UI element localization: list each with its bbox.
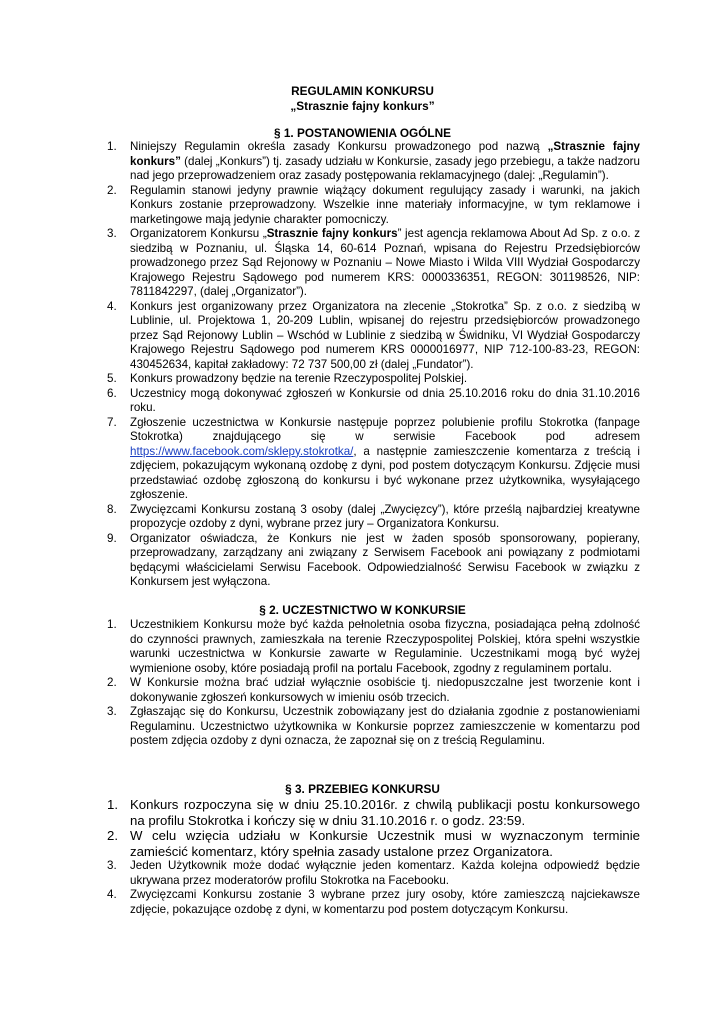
item-text: Organizator oświadcza, że Konkurs nie jest w żaden sposób sponsorowany, popierany, przeprowadzany, zarządzany ani związany z Serwisem Facebook ani powiązany z podmiotami będącymi właścicielami Serwisu Facebook. Odpowiedzialność Serwisu Facebook w związku z Konkursem jest wyłączona. — [130, 531, 640, 588]
section-3-list — [107, 797, 640, 917]
list-item — [107, 184, 640, 228]
title-line: REGULAMIN KONKURSU — [291, 84, 434, 98]
item-text: Zgłoszenie uczestnictwa w Konkursie następuje poprzez polubienie profilu Stokrotka (fanpage Stokrotka) znajdującego się w serwisie Facebook pod adresem — [130, 415, 640, 443]
item-number: 3. — [107, 227, 117, 240]
item-text: Zgłaszając się do Konkursu, Uczestnik zobowiązany jest do działania zgodnie z postanowieniami Regulaminu. Uczestnictwo użytkownika w Konkursie poprzez zamieszczenie w komentarzu pod postem zdjęcia ozdoby z dyni oznacza, że zapoznał się on z treścią Regulaminu. — [130, 705, 640, 747]
item-text: Konkurs rozpoczyna się w dniu 25.10.2016r. z chwilą publikacji postu konkursowego na profilu Stokrotka i kończy się w dniu 31.10.2016 r. o godz. 23:59. — [130, 797, 640, 828]
item-text: (dalej „Konkurs”) tj. zasady udziału w Konkursie, zasady jego przebiegu, a także nadzoru nad jego przeprowadzeniem oraz zasady postępowania reklamacyjnego (dalej: „Regulamin”). — [130, 154, 640, 182]
item-text: Uczestnikiem Konkursu może być każda pełnoletnia osoba fizyczna, posiadająca pełną zdolność do czynności prawnych, zamieszkała na terenie Rzeczypospolitej Polskiej, która spełni wszystkie warunki uczestnictwa w Konkursie zawarte w Regulaminie. Uczestnikami mogą być wyżej wymienione osoby, które posiadają profil na portalu Facebook, zgodny z regulaminem portalu. — [130, 618, 640, 675]
list-item — [107, 416, 640, 503]
item-number: 9. — [107, 531, 117, 545]
list-item — [107, 300, 640, 373]
item-text: , a następnie zamieszczenie komentarza z treścią i zdjęciem, pokazującym wykonaną ozdobę z dyni, pod postem dotyczącym Konkursu. Zdjęcie musi przedstawiać ozdobę zgłoszoną do konkursu i być wykonane przez użytkownika, wysyłającego zgłoszenie. — [130, 444, 640, 501]
list-item — [107, 618, 640, 676]
item-number: 1. — [107, 140, 117, 153]
item-number: 1. — [107, 797, 118, 812]
item-bold-text: Strasznie fajny konkurs — [266, 227, 398, 240]
item-text: W Konkursie można brać udział wyłącznie osobiście tj. niedopuszczalne jest tworzenie kont i dokonywanie zgłoszeń konkursowych w imieniu osób trzecich. — [130, 676, 640, 704]
item-text: W celu wzięcia udziału w Konkursie Uczestnik musi w wyznaczonym terminie zamieścić komentarz, który spełnia zasady ustalone przez Organizatora. — [130, 828, 640, 859]
item-text: Regulamin stanowi jedyny prawnie wiążący dokument regulujący zasady i warunki, na jakich Konkurs zostanie przeprowadzony. Wszelkie inne materiały informacyjne, w tym reklamowe i marketingowe mają jedynie charakter pomocniczy. — [130, 183, 640, 226]
list-item — [107, 828, 640, 859]
item-text: Niniejszy Regulamin określa zasady Konkursu prowadzonego pod nazwą — [130, 140, 548, 153]
item-text: Uczestnicy mogą dokonywać zgłoszeń w Konkursie od dnia 25.10.2016 roku do dnia 31.10.2016 roku. — [130, 386, 640, 414]
item-bold-text: „Strasznie fajny konkurs” — [130, 140, 640, 168]
item-text: Konkurs jest organizowany przez Organizatora na zlecenie „Stokrotka” Sp. z o.o. z siedzibą w Lublinie, ul. Projektowa 1, 20-209 Lublin, wpisanej do rejestru przedsiębiorców prowadzonego przez Sąd Rejonowy Lublin – Wschód w Lublinie z siedzibą w Świdniku, VI Wydział Gospodarczy Krajowego Rejestru Sądowego pod numerem KRS 0000016977, NIP 712-100-83-23, REGON: 430452634, kapitał zakładowy: 72 737 500,00 zł (dalej „Fundator”). — [130, 299, 640, 371]
item-number: 4. — [107, 888, 117, 901]
list-item — [107, 888, 640, 917]
section-2-list — [107, 618, 640, 749]
facebook-link[interactable]: https://www.facebook.com/sklepy.stokrotka/ — [130, 444, 354, 458]
list-item — [107, 140, 640, 184]
item-text: Konkurs prowadzony będzie na terenie Rzeczypospolitej Polskiej. — [130, 372, 468, 385]
item-number: 1. — [107, 618, 117, 631]
item-number: 3. — [107, 705, 117, 718]
item-number: 7. — [107, 415, 117, 429]
list-item — [107, 387, 640, 416]
item-number: 8. — [107, 502, 117, 516]
list-item — [107, 503, 640, 532]
section-3-heading: § 3. PRZEBIEG KONKURSU — [285, 782, 440, 796]
list-item — [107, 227, 640, 300]
list-item — [107, 859, 640, 888]
list-item — [107, 532, 640, 590]
section-1-heading: § 1. POSTANOWIENIA OGÓLNE — [274, 126, 451, 140]
subtitle-line: „Strasznie fajny konkurs” — [290, 99, 435, 113]
document-title — [0, 84, 725, 114]
item-number: 4. — [107, 299, 117, 313]
section-2-heading: § 2. UCZESTNICTWO W KONKURSIE — [259, 603, 466, 617]
item-number: 2. — [107, 183, 117, 197]
item-text: Zwycięzcami Konkursu zostanie 3 wybrane przez jury osoby, które zamieszczą najciekawsze zdjęcie, pokazujące ozdobę z dyni, w komentarzu pod postem dotyczącym Konkursu. — [130, 888, 640, 916]
list-item — [107, 676, 640, 705]
section-1-list — [107, 140, 640, 590]
list-item — [107, 797, 640, 828]
list-item — [107, 705, 640, 749]
item-number: 3. — [107, 859, 117, 872]
item-text: Zwycięzcami Konkursu zostaną 3 osoby (dalej „Zwycięzcy”), które prześlą najbardziej kreatywne propozycje ozdoby z dyni, wybrane przez jury – Organizatora Konkursu. — [130, 502, 640, 530]
item-number: 6. — [107, 386, 117, 400]
item-number: 2. — [107, 828, 118, 843]
item-number: 2. — [107, 676, 117, 689]
list-item — [107, 372, 640, 387]
item-text: ” jest agencja reklamowa About Ad Sp. z o.o. z siedzibą w Poznaniu, ul. Śląska 14, 60-614 Poznań, wpisana do Rejestru Przedsiębiorców prowadzonego przez Sąd Rejonowy w Poznaniu – Nowe Miasto i Wilda VIII Wydział Gospodarczy Krajowego Rejestru Sądowego pod numerem KRS: 0000336351, REGON: 301198526, NIP: 7811842297, (dalej „Organizator”). — [130, 227, 640, 298]
item-number: 5. — [107, 372, 117, 385]
item-text: Organizatorem Konkursu „ — [130, 227, 267, 240]
item-text: Jeden Użytkownik może dodać wyłącznie jeden komentarz. Każda kolejna odpowiedź będzie ukrywana przez moderatorów profilu Stokrotka na Facebooku. — [130, 859, 640, 887]
